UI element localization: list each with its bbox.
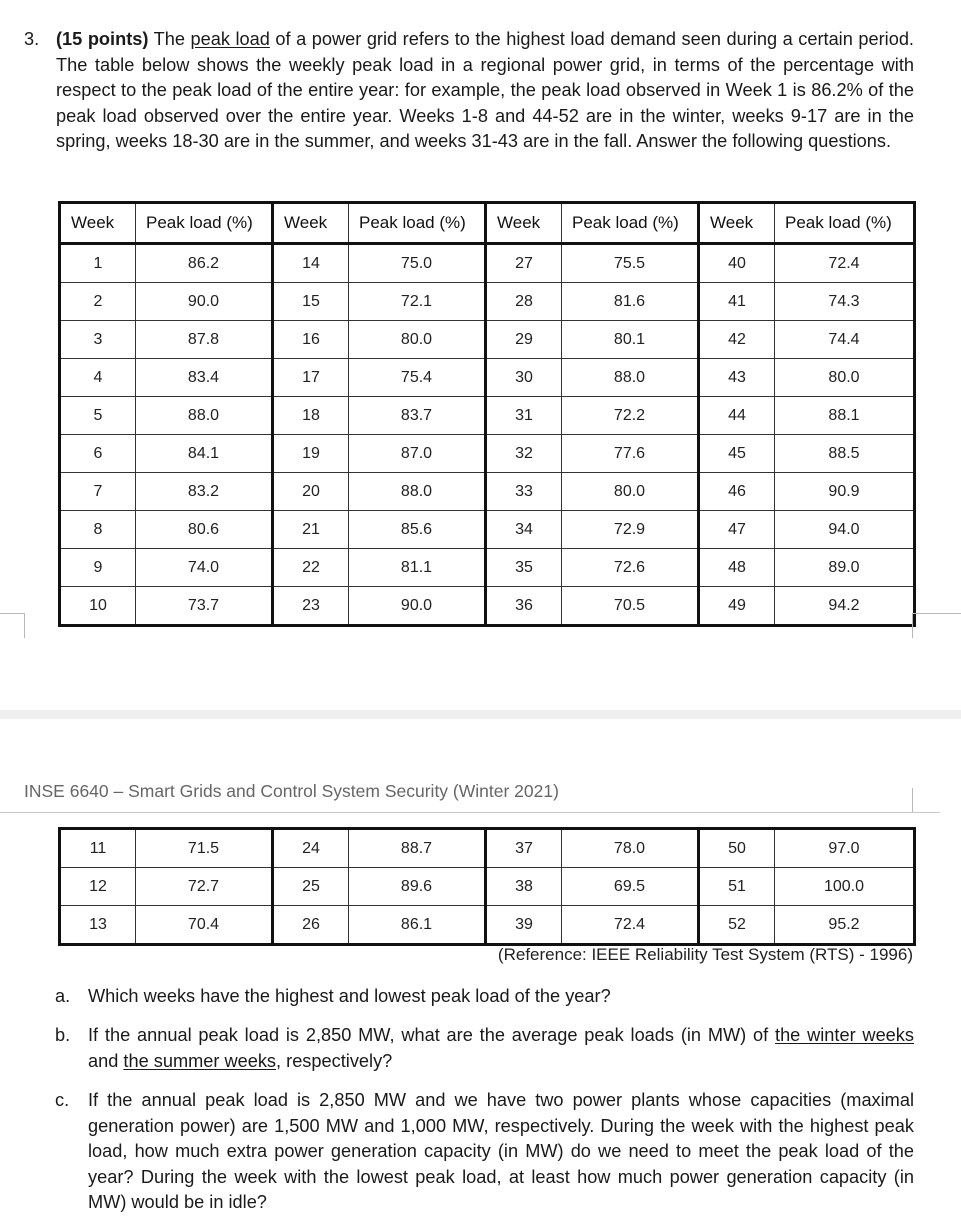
sub-question-text — [88, 1023, 914, 1074]
cell-peak-load: 80.0 — [775, 359, 915, 397]
cell-peak-load: 80.6 — [136, 511, 273, 549]
cell-week: 11 — [60, 829, 136, 868]
sub-b-winter-weeks: the winter weeks — [775, 1025, 914, 1045]
sub-question-text: If the annual peak load is 2,850 MW and we have two power plants whose capacities (maximal generation power) are 1,500 MW and 1,000 MW, respectively. During the week with the highest peak load, how much extra power generation capacity (in MW) do we need to meet the peak load of the year? During the week with the lowest peak load, at least how much power generation capacity (in MW) would be in idle? — [88, 1090, 914, 1212]
cell-week: 7 — [60, 473, 136, 511]
cell-peak-load: 88.0 — [562, 359, 699, 397]
cell-peak-load: 88.1 — [775, 397, 915, 435]
cell-peak-load: 71.5 — [136, 829, 273, 868]
cell-peak-load: 72.4 — [775, 244, 915, 283]
sub-question-label: b. — [55, 1025, 71, 1045]
sub-question-text: Which weeks have the highest and lowest peak load of the year? — [88, 986, 611, 1006]
header-week: Week — [273, 203, 349, 244]
cell-peak-load: 88.0 — [349, 473, 486, 511]
sub-b-text-c: , respectively? — [276, 1050, 393, 1071]
cell-peak-load: 80.0 — [349, 321, 486, 359]
cell-week: 16 — [273, 321, 349, 359]
header-week: Week — [486, 203, 562, 244]
cell-peak-load: 90.0 — [136, 283, 273, 321]
sub-b-summer-weeks: the summer weeks — [123, 1050, 277, 1071]
sub-b-text-a: If the annual peak load is 2,850 MW, what are the average peak loads (in MW) of — [88, 1025, 776, 1045]
header-peak-load: Peak load (%) — [562, 203, 699, 244]
cell-week: 14 — [273, 244, 349, 283]
cell-week: 5 — [60, 397, 136, 435]
cell-peak-load: 88.5 — [775, 435, 915, 473]
cell-peak-load: 78.0 — [562, 829, 699, 868]
cell-week: 48 — [699, 549, 775, 587]
cell-peak-load: 83.4 — [136, 359, 273, 397]
table-row — [60, 397, 915, 435]
question-intro-b: of a power grid refers to the highest load demand seen during a certain period. The table below shows the weekly peak load in a regional power grid, in terms of the percentage with respect to the peak load of the entire year: for example, the peak load observed in Week 1 is 86.2% of the peak load observed over the entire year. Weeks 1-8 and 44-52 are in the winter, weeks 9-17 are in the spring, weeks 18-30 are in the summer, and weeks 31-43 are in the fall. Answer the following questions. — [56, 29, 914, 151]
table-row — [60, 549, 915, 587]
cell-peak-load: 70.4 — [136, 906, 273, 945]
cell-week: 44 — [699, 397, 775, 435]
question-3 — [24, 27, 914, 155]
cell-week: 3 — [60, 321, 136, 359]
cell-week: 35 — [486, 549, 562, 587]
cell-peak-load: 72.4 — [562, 906, 699, 945]
cell-week: 29 — [486, 321, 562, 359]
sub-question-a — [55, 984, 914, 1010]
sub-b-text-b: and — [88, 1050, 124, 1071]
cell-peak-load: 80.0 — [562, 473, 699, 511]
table-row — [60, 473, 915, 511]
cell-week: 15 — [273, 283, 349, 321]
table-row — [60, 435, 915, 473]
table-row — [60, 906, 915, 945]
cell-peak-load: 77.6 — [562, 435, 699, 473]
table-row — [60, 511, 915, 549]
table-row — [60, 587, 915, 626]
table-row — [60, 321, 915, 359]
cell-peak-load: 100.0 — [775, 868, 915, 906]
cell-week: 42 — [699, 321, 775, 359]
cell-week: 9 — [60, 549, 136, 587]
cell-peak-load: 70.5 — [562, 587, 699, 626]
cell-peak-load: 85.6 — [349, 511, 486, 549]
cell-week: 45 — [699, 435, 775, 473]
cell-peak-load: 88.0 — [136, 397, 273, 435]
cell-peak-load: 83.7 — [349, 397, 486, 435]
question-number: 3. — [24, 29, 40, 49]
cell-week: 12 — [60, 868, 136, 906]
cell-week: 49 — [699, 587, 775, 626]
cell-week: 23 — [273, 587, 349, 626]
cell-peak-load: 97.0 — [775, 829, 915, 868]
cell-week: 33 — [486, 473, 562, 511]
cell-peak-load: 81.1 — [349, 549, 486, 587]
table-row — [60, 829, 915, 868]
cell-peak-load: 74.3 — [775, 283, 915, 321]
question-points: (15 points) — [56, 29, 149, 49]
cell-week: 2 — [60, 283, 136, 321]
cell-peak-load: 87.8 — [136, 321, 273, 359]
cell-week: 46 — [699, 473, 775, 511]
question-intro-a: The — [148, 29, 191, 49]
cell-week: 20 — [273, 473, 349, 511]
sub-question-label: c. — [55, 1090, 70, 1110]
header-week: Week — [60, 203, 136, 244]
cell-peak-load: 80.1 — [562, 321, 699, 359]
cell-peak-load: 90.0 — [349, 587, 486, 626]
cell-peak-load: 72.1 — [349, 283, 486, 321]
cell-week: 36 — [486, 587, 562, 626]
cell-week: 28 — [486, 283, 562, 321]
cell-week: 40 — [699, 244, 775, 283]
header-week: Week — [699, 203, 775, 244]
cell-peak-load: 75.4 — [349, 359, 486, 397]
cell-peak-load: 72.9 — [562, 511, 699, 549]
sub-question-c — [55, 1088, 914, 1216]
cell-week: 47 — [699, 511, 775, 549]
sub-question-label: a. — [55, 986, 71, 1006]
page-corner-mark — [912, 613, 961, 638]
cell-peak-load: 86.1 — [349, 906, 486, 945]
cell-peak-load: 72.2 — [562, 397, 699, 435]
cell-week: 32 — [486, 435, 562, 473]
cell-peak-load: 75.0 — [349, 244, 486, 283]
page-corner-mark — [0, 613, 25, 638]
cell-week: 43 — [699, 359, 775, 397]
peak-load-table-part-2 — [58, 827, 916, 946]
cell-week: 18 — [273, 397, 349, 435]
cell-week: 37 — [486, 829, 562, 868]
cell-week: 52 — [699, 906, 775, 945]
cell-peak-load: 90.9 — [775, 473, 915, 511]
table-reference: (Reference: IEEE Reliability Test System (RTS) - 1996) — [497, 945, 913, 964]
term-peak-load: peak load — [190, 29, 270, 49]
page-corner-mark — [912, 788, 941, 812]
table-row — [60, 244, 915, 283]
cell-peak-load: 73.7 — [136, 587, 273, 626]
cell-peak-load: 89.0 — [775, 549, 915, 587]
cell-peak-load: 83.2 — [136, 473, 273, 511]
header-peak-load: Peak load (%) — [136, 203, 273, 244]
peak-load-table-part-1 — [58, 201, 916, 627]
cell-peak-load: 75.5 — [562, 244, 699, 283]
table-header-row — [60, 203, 915, 244]
cell-week: 6 — [60, 435, 136, 473]
cell-week: 51 — [699, 868, 775, 906]
cell-peak-load: 88.7 — [349, 829, 486, 868]
cell-peak-load: 81.6 — [562, 283, 699, 321]
cell-week: 1 — [60, 244, 136, 283]
header-rule — [0, 812, 940, 813]
cell-week: 4 — [60, 359, 136, 397]
cell-week: 50 — [699, 829, 775, 868]
cell-week: 41 — [699, 283, 775, 321]
cell-week: 10 — [60, 587, 136, 626]
cell-week: 26 — [273, 906, 349, 945]
cell-week: 21 — [273, 511, 349, 549]
table-row — [60, 359, 915, 397]
question-text — [56, 27, 914, 155]
cell-peak-load: 74.4 — [775, 321, 915, 359]
cell-peak-load: 86.2 — [136, 244, 273, 283]
cell-week: 39 — [486, 906, 562, 945]
cell-week: 8 — [60, 511, 136, 549]
cell-peak-load: 89.6 — [349, 868, 486, 906]
cell-peak-load: 94.0 — [775, 511, 915, 549]
cell-peak-load: 69.5 — [562, 868, 699, 906]
cell-week: 31 — [486, 397, 562, 435]
cell-week: 27 — [486, 244, 562, 283]
cell-peak-load: 74.0 — [136, 549, 273, 587]
header-peak-load: Peak load (%) — [349, 203, 486, 244]
cell-peak-load: 95.2 — [775, 906, 915, 945]
cell-peak-load: 94.2 — [775, 587, 915, 626]
cell-week: 25 — [273, 868, 349, 906]
page-header: INSE 6640 – Smart Grids and Control System Security (Winter 2021) — [24, 781, 559, 801]
cell-peak-load: 72.7 — [136, 868, 273, 906]
header-peak-load: Peak load (%) — [775, 203, 915, 244]
table-row — [60, 283, 915, 321]
cell-week: 22 — [273, 549, 349, 587]
cell-week: 17 — [273, 359, 349, 397]
page-break — [0, 710, 961, 719]
table-row — [60, 868, 915, 906]
cell-peak-load: 87.0 — [349, 435, 486, 473]
cell-week: 34 — [486, 511, 562, 549]
cell-week: 13 — [60, 906, 136, 945]
sub-question-b — [55, 1023, 914, 1074]
cell-week: 24 — [273, 829, 349, 868]
cell-week: 38 — [486, 868, 562, 906]
cell-peak-load: 72.6 — [562, 549, 699, 587]
cell-week: 19 — [273, 435, 349, 473]
cell-peak-load: 84.1 — [136, 435, 273, 473]
cell-week: 30 — [486, 359, 562, 397]
